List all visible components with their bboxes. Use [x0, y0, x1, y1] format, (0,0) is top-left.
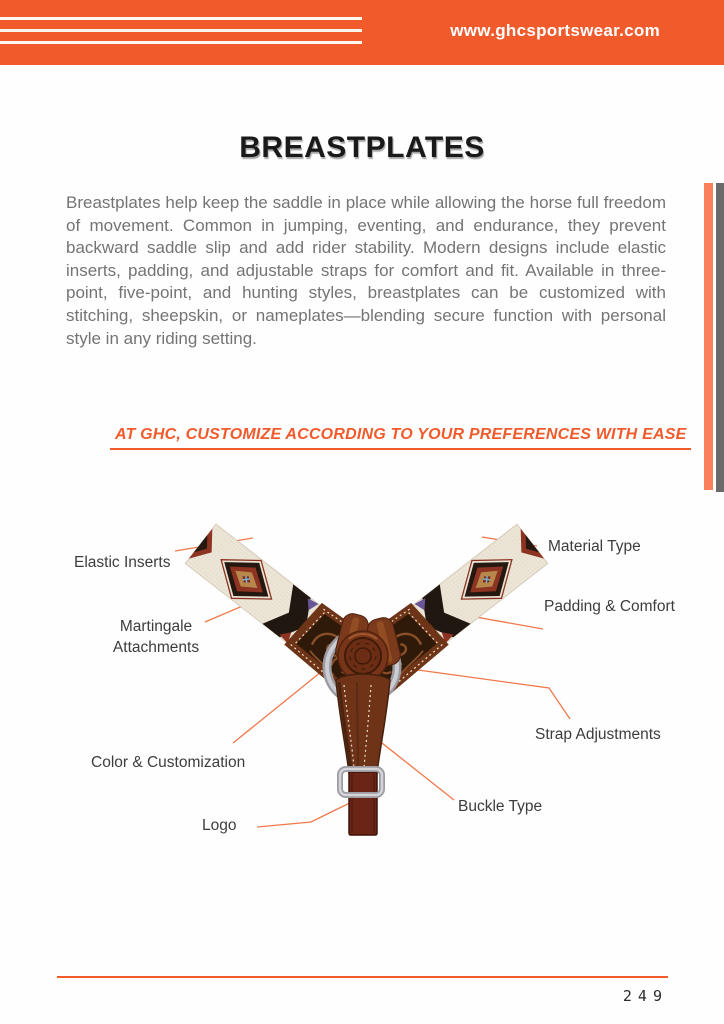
header-stripe: [0, 17, 362, 20]
page-header: [0, 0, 724, 65]
page-number: 249: [622, 987, 668, 1005]
header-stripe: [0, 29, 362, 32]
label-martingale-attachments: Martingale Attachments: [112, 618, 200, 656]
header-stripe: [0, 41, 362, 44]
footer-divider: [57, 976, 668, 978]
center-drop-strap: [336, 674, 390, 773]
customize-subtitle: AT GHC, CUSTOMIZE ACCORDING TO YOUR PREFERENCES WITH EASE: [110, 426, 691, 450]
side-accent-bar-orange: [704, 183, 713, 490]
page-title: BREASTPLATES: [239, 131, 485, 164]
label-material-type: Material Type: [548, 538, 641, 555]
label-buckle-type: Buckle Type: [458, 798, 543, 815]
label-logo: Logo: [202, 817, 237, 834]
lower-strap: [349, 772, 377, 835]
label-strap-adjustments: Strap Adjustments: [535, 726, 661, 743]
side-accent-bar-gray: [716, 183, 724, 492]
label-elastic-inserts: Elastic Inserts: [74, 554, 171, 571]
label-padding-comfort: Padding & Comfort: [544, 598, 675, 615]
intro-paragraph: Breastplates help keep the saddle in place while allowing the horse full freedom of movement. Common in jumping, eventing, and endurance, they prevent backward saddle slip and add rider stability. Modern designs include elastic inserts, padding, and adjustable straps for comfort and fit. Available in three-point, five-point, and hunting styles, breastplates can be customized with stitching, sheepskin, or nameplates—blending secure function with personal style in any riding setting.: [66, 193, 666, 348]
website-url: www.ghcsportswear.com: [450, 21, 660, 40]
breastplate-artwork: [182, 519, 552, 835]
label-color-customization: Color & Customization: [91, 754, 246, 771]
